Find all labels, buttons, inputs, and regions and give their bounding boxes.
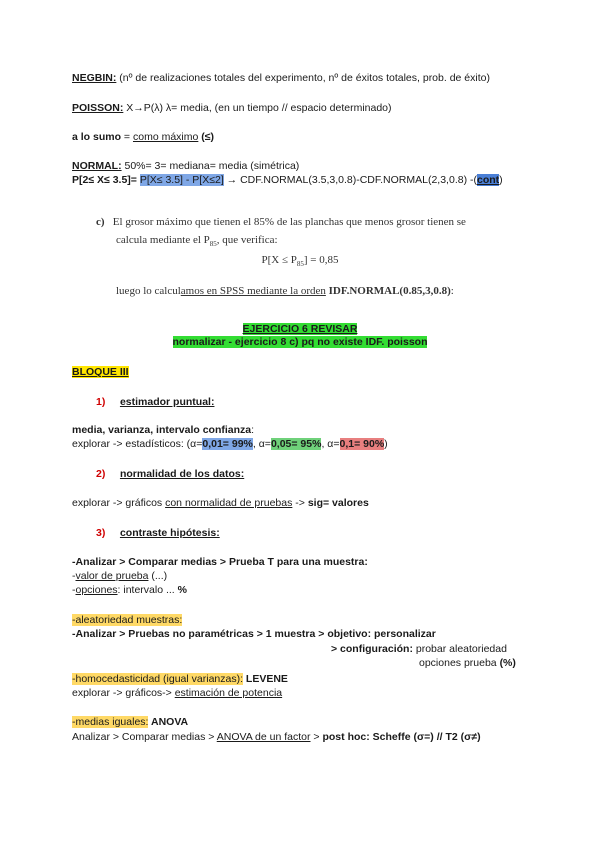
normal-line <box>72 160 299 173</box>
aleatoriedad-text2b: probar aleatoriedad <box>412 643 507 655</box>
normal-p-rest: → CDF.NORMAL(3.5,3,0.8)-CDF.NORMAL(2,3,0.8) -( <box>223 174 477 186</box>
homoced-levene: LEVENE <box>243 673 288 685</box>
medias-title-row <box>72 716 188 729</box>
medias-anova: ANOVA <box>148 716 189 728</box>
section2-text-a: explorar -> gráficos <box>72 497 166 509</box>
normal-close: ) <box>499 174 503 186</box>
section1-text2-end: ) <box>384 438 388 450</box>
section3-line1 <box>72 556 368 569</box>
aleatoriedad-line3 <box>419 657 516 670</box>
ejercicio6-subtitle: normalizar - ejercicio 8 c) pq no existe IDF. poisson <box>172 336 428 348</box>
ejercicio6-title: EJERCICIO 6 REVISAR <box>242 323 358 335</box>
normal-cont: cont <box>476 174 500 186</box>
exercise-text3a: luego lo calcul <box>116 285 181 297</box>
homoced-line1 <box>72 687 282 700</box>
exercise-text2: calcula mediante el P <box>116 234 210 246</box>
section2-text-b: con normalidad de pruebas <box>165 497 293 509</box>
exercise-text3b: amos en SPSS mediante la orden <box>180 285 326 297</box>
medias-text1d: post hoc: Scheffe (σ=) // T2 (σ≠) <box>322 731 481 743</box>
section3-text3a: - <box>72 584 76 596</box>
exercise-text1: El grosor máximo que tienen el 85% de las planchas que menos grosor tienen se <box>112 216 466 228</box>
exercise-formula-sub: 85 <box>296 260 304 269</box>
alosumo-line <box>72 131 214 144</box>
ejercicio6-title-row <box>0 323 600 335</box>
alosumo-maximo: como máximo <box>132 131 199 143</box>
exercise-formula-text: P[X ≤ P <box>261 254 297 266</box>
section3-text2c: (...) <box>148 570 168 582</box>
aleatoriedad-line1 <box>72 628 436 641</box>
negbin-text: (nº de realizaciones totales del experimento, nº de éxitos totales, prob. de éxito) <box>116 72 490 84</box>
section1-text1: media, varianza, intervalo confianza <box>72 424 252 436</box>
exercise-formula <box>0 254 600 268</box>
section3-heading <box>96 527 220 540</box>
section2-line <box>72 497 369 510</box>
alpha-005: 0,05= 95% <box>270 438 322 450</box>
section3-text3d: % <box>177 584 187 596</box>
bloque-title: BLOQUE III <box>72 366 129 378</box>
section1-sep2: , α= <box>321 438 340 450</box>
medias-line1 <box>72 731 481 744</box>
ejercicio6-subtitle-row <box>0 336 600 348</box>
medias-title: -medias iguales: <box>72 716 149 728</box>
section3-text2b: valor de prueba <box>75 570 149 582</box>
section2-text-c: -> <box>292 497 308 509</box>
section3-text1: -Analizar > Comparar medias > Prueba T para una muestra: <box>72 556 368 568</box>
aleatoriedad-text1: -Analizar > Pruebas no paramétricas > 1 muestra > objetivo: personalizar <box>72 628 436 640</box>
exercise-text2-sub: 85 <box>209 240 217 249</box>
normal-text: 50%= 3= mediana= media (simétrica) <box>121 160 300 172</box>
aleatoriedad-title-row <box>72 614 182 627</box>
aleatoriedad-title: -aleatoriedad muestras: <box>72 614 183 626</box>
negbin-line <box>72 72 490 85</box>
alpha-01: 0,1= 90% <box>339 438 385 450</box>
medias-text1b: ANOVA de un factor <box>216 731 311 743</box>
section2-text-d: sig= valores <box>307 497 369 509</box>
exercise-text3d: : <box>450 285 454 297</box>
poisson-text: X→P(λ) λ= media, (en un tiempo // espacio determinado) <box>123 102 392 114</box>
bloque-line <box>72 366 129 379</box>
homoced-title-row <box>72 673 288 686</box>
exercise-text2-end: , que verifica: <box>216 234 278 246</box>
section1-text2: explorar -> estadísticos: (α= <box>72 438 203 450</box>
section1-line2 <box>72 438 388 451</box>
exercise-line1 <box>96 216 466 229</box>
exercise-formula-end: ] = 0,85 <box>303 254 339 266</box>
homoced-text1b: estimación de potencia <box>174 687 283 699</box>
section3-title: contraste hipótesis: <box>119 527 220 539</box>
section1-title: estimador puntual: <box>119 396 215 408</box>
section1-sep1: , α= <box>252 438 271 450</box>
aleatoriedad-text2a: > configuración: <box>331 643 413 655</box>
exercise-letter: c) <box>96 216 105 228</box>
homoced-text1a: explorar -> gráficos-> <box>72 687 175 699</box>
poisson-label: POISSON: <box>72 102 124 114</box>
alosumo-sym: (≤) <box>198 131 215 143</box>
normal-p-eq: = <box>130 174 140 186</box>
aleatoriedad-text3a: opciones prueba <box>419 657 500 669</box>
normal-prob-line <box>72 174 503 187</box>
section1-num: 1) <box>96 396 106 408</box>
alosumo-eq: = <box>121 131 133 143</box>
section3-num: 3) <box>96 527 106 539</box>
section3-text3b: opciones <box>75 584 118 596</box>
alpha-001: 0,01= 99% <box>202 438 253 450</box>
medias-text1c: > <box>310 731 323 743</box>
negbin-label: NEGBIN: <box>72 72 117 84</box>
exercise-line2 <box>116 234 278 251</box>
section2-num: 2) <box>96 468 106 480</box>
section3-text3c: : intervalo ... <box>117 584 178 596</box>
section3-text2a: - <box>72 570 76 582</box>
section1-heading <box>96 396 214 409</box>
aleatoriedad-text3b: (%) <box>499 657 516 669</box>
homoced-title: -homocedasticidad (igual varianzas): <box>72 673 243 685</box>
normal-label: NORMAL: <box>72 160 122 172</box>
section3-line3 <box>72 584 187 597</box>
poisson-line <box>72 102 392 115</box>
section1-line1 <box>72 424 254 437</box>
section3-line2 <box>72 570 167 583</box>
section2-title: normalidad de los datos: <box>119 468 245 480</box>
section2-heading <box>96 468 244 481</box>
exercise-text3c: IDF.NORMAL(0.85,3,0.8) <box>325 285 451 297</box>
medias-text1a: Analizar > Comparar medias > <box>72 731 217 743</box>
normal-p-highlight: P[X≤ 3.5] - P[X≤2] <box>139 174 224 186</box>
aleatoriedad-line2 <box>331 643 507 656</box>
normal-p-label: P[2≤ X≤ 3.5] <box>72 174 131 186</box>
alosumo-label: a lo sumo <box>72 131 122 143</box>
exercise-line3 <box>116 285 454 298</box>
section1-text1-end: : <box>251 424 255 436</box>
